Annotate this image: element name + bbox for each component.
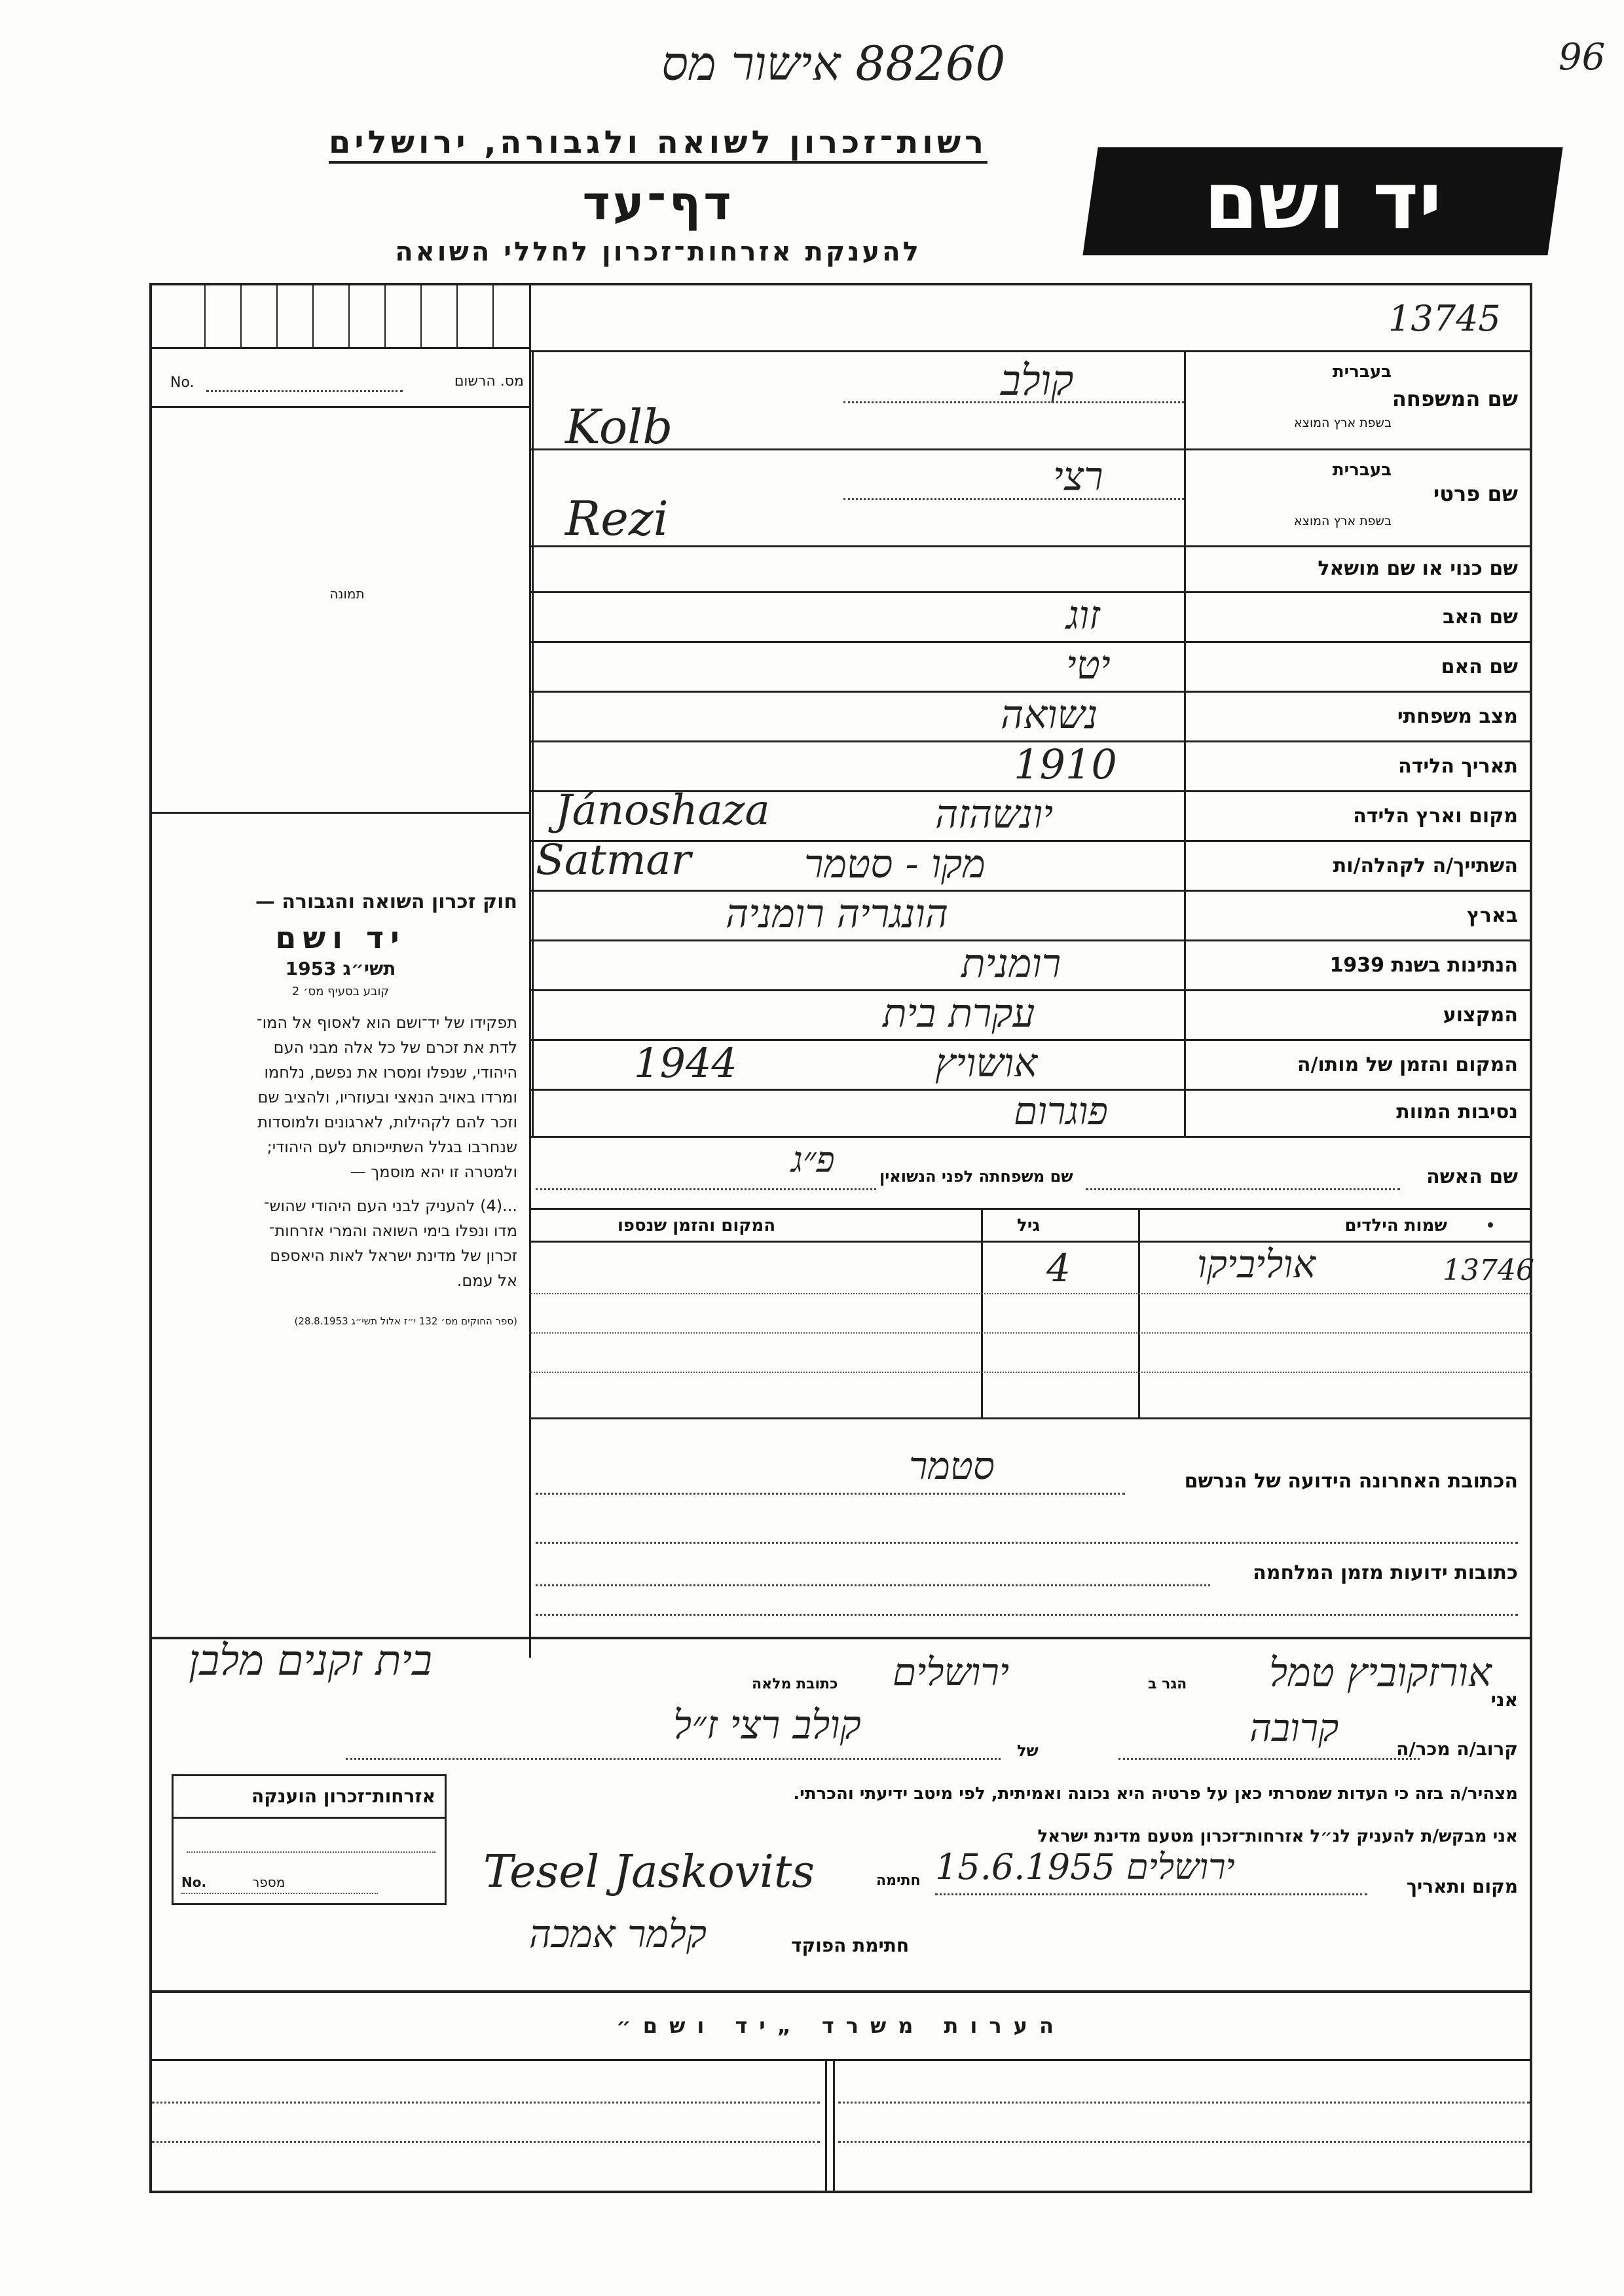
- declaration-statement: מצהיר/ה בזה כי העדות שמסרתי כאן על פרטיה היא נכונה ואמיתית, לפי מיטב ידיעתי והכרתי.: [793, 1784, 1518, 1804]
- law-body-line: ...(4) להעניק לבני העם היהודי שהוש־: [263, 1197, 517, 1215]
- row-nickname: [529, 545, 1532, 591]
- row-death-place-value: אושויץ: [935, 1040, 1038, 1086]
- children-names-header: שמות הילדים: [1344, 1216, 1447, 1235]
- surname-hebrew-value: קולב: [1001, 357, 1074, 405]
- row-birth-place-label: מקום וארץ הלידה: [1353, 805, 1518, 828]
- row-marital-status: [529, 691, 1532, 740]
- declaration-resident-value: ירושלים: [893, 1650, 1010, 1694]
- surname-origin-value: Kolb: [565, 399, 673, 454]
- citizenship-box-title: אזרחות־זכרון הוענקה: [251, 1785, 435, 1807]
- wife-maiden-label: שם משפחתה לפני הנשואין: [879, 1167, 1073, 1186]
- law-name: יד ושם: [275, 920, 406, 955]
- law-body-line: ולמטרה זו יהא מוסמך —: [350, 1163, 517, 1181]
- declaration-of-value: קולב רצי ז״ל: [673, 1702, 861, 1748]
- declaration-resident-label: הגר ב: [1148, 1676, 1187, 1692]
- given-name-label: שם פרטי: [1433, 481, 1518, 506]
- row-nationality-value: רומנית: [961, 941, 1061, 987]
- law-body-line: זכרון של מדינת ישראל לאות היאספם: [270, 1247, 517, 1265]
- law-year: תשי״ג 1953: [285, 958, 396, 979]
- reg-no-label: מס. הרשום: [454, 373, 524, 390]
- row-community-latin: Satmar: [536, 836, 692, 884]
- declaration-of-label: של: [1017, 1741, 1039, 1760]
- reg-no-row: [170, 371, 524, 397]
- row-occupation-label: המקצוע: [1443, 1004, 1518, 1027]
- children-place-header: המקום והזמן שנספו: [618, 1216, 776, 1235]
- row-death-year-value: 1944: [634, 1039, 737, 1087]
- row-mother: [529, 641, 1532, 691]
- office-remarks-title: הערות משרד „יד ושם״: [616, 2013, 1065, 2038]
- law-body-line: תפקידו של יד־ושם הוא לאסוף אל המו־: [256, 1013, 517, 1032]
- signature-label: חתימה: [876, 1872, 921, 1889]
- officer-label: חתימת הפוקד: [791, 1935, 910, 1956]
- children-table: [529, 1208, 1532, 1417]
- wife-label: שם האשה: [1426, 1165, 1518, 1188]
- row-death-circumstances: [529, 1089, 1532, 1136]
- row-nationality: [529, 939, 1532, 989]
- declaration-address-label: כתובת מלאה: [752, 1676, 838, 1692]
- yad-vashem-logo: [1082, 147, 1562, 255]
- declaration-relative-label: קרוב/ה מכר/ה: [1396, 1738, 1518, 1760]
- photo-label: תמונה: [329, 586, 365, 602]
- row-country: [529, 890, 1532, 939]
- officer-value: קלמר אמכה: [529, 1912, 707, 1956]
- row-birth-place: [529, 786, 1532, 840]
- law-body-line: אל עמם.: [456, 1271, 517, 1290]
- child-age-value: 4: [1046, 1246, 1071, 1290]
- war-address-label: כתובות ידועות מזמן המלחמה: [1253, 1561, 1518, 1584]
- row-community-label: השתייך/ה לקהלה/ות: [1333, 854, 1518, 877]
- given-name-hebrew-sublabel: בעברית: [1332, 460, 1392, 480]
- authority-text: רשות־זכרון לשואה ולגבורה, ירושלים: [329, 124, 987, 164]
- law-body-line: ומרדו באויב הנאצי ובעוזריו, ולהציב שם: [257, 1088, 517, 1106]
- law-body-line: היהודי, שנפלו ומסרו את נפשם, נלחמו: [264, 1063, 517, 1082]
- row-death-place: [529, 1039, 1532, 1089]
- row-mother-value: יטי: [1066, 642, 1111, 688]
- page-number: 96: [1559, 36, 1606, 79]
- surname-origin-sublabel: בשפת ארץ המוצא: [1293, 416, 1392, 430]
- law-panel: [164, 890, 517, 1327]
- row-mother-label: שם האם: [1441, 655, 1518, 678]
- given-name-origin-value: Rezi: [565, 491, 669, 546]
- row-birth-place-latin: Jánoshaza: [555, 786, 770, 835]
- row-occupation-value: עקרת בית: [883, 991, 1035, 1036]
- child-id-value: 13746: [1443, 1254, 1534, 1287]
- surname-block: [529, 350, 1532, 454]
- law-title: חוק זכרון השואה והגבורה —: [255, 890, 517, 913]
- citizenship-box-number-label: מספר: [252, 1874, 286, 1890]
- approval-note: 88260 אישור מס: [661, 36, 1006, 91]
- wife-row: [529, 1136, 1532, 1201]
- row-father: [529, 591, 1532, 641]
- given-name-block: [529, 448, 1532, 545]
- row-birth-date: [529, 740, 1532, 790]
- given-name-origin-sublabel: בשפת ארץ המוצא: [1293, 514, 1392, 528]
- row-death-place-label: המקום והזמן של מותו/ה: [1297, 1053, 1518, 1076]
- row-marital-status-value: נשואה: [1001, 692, 1098, 738]
- row-community-value: מקו - סטמר: [804, 841, 986, 887]
- record-number: 13745: [1388, 298, 1501, 339]
- given-name-hebrew-value: רצי: [1053, 454, 1103, 500]
- form-title: דף־עד: [582, 175, 734, 230]
- law-body-line: שנחרבו בגלל השתייכותם לעם היהודי;: [267, 1138, 517, 1156]
- citizenship-box-number-prefix: No.: [181, 1874, 207, 1890]
- place-date-value: ירושלים 15.6.1955: [935, 1846, 1235, 1887]
- declaration-i-value: אורזקוביץ טמל: [1269, 1650, 1492, 1696]
- row-occupation: [529, 989, 1532, 1039]
- declaration-request: אני מבקש/ת להעניק לנ״ל אזרחות־זכרון מטעם מדינת ישראל: [1037, 1827, 1518, 1846]
- row-father-label: שם האב: [1443, 606, 1518, 629]
- row-community: [529, 836, 1532, 890]
- row-marital-status-label: מצב משפחתי: [1397, 705, 1518, 728]
- row-nationality-label: הנתינות בשנת 1939: [1329, 954, 1518, 977]
- row-country-value: הונגריה רומניה: [726, 891, 949, 937]
- logo-text: יד ושם: [1204, 156, 1442, 247]
- row-death-circumstances-label: נסיבות המוות: [1396, 1101, 1518, 1123]
- children-age-header: גיל: [1017, 1216, 1041, 1235]
- form-subtitle: להענקת אזרחות־זכרון לחללי השואה: [395, 237, 921, 267]
- law-body-line: וזכר להם לקהילות, לארגונים ולמוסדות: [257, 1113, 517, 1131]
- law-footnote: (ספר החוקים מס׳ 132 י״ז אלול תשי״ג 28.8.1953): [294, 1315, 517, 1327]
- row-country-label: בארץ: [1466, 904, 1518, 927]
- law-body: [164, 1010, 517, 1293]
- wife-maiden-value: פ״ג: [791, 1139, 835, 1180]
- declaration-relative-value: קרובה: [1249, 1705, 1339, 1750]
- address-block: [529, 1417, 1532, 1633]
- child-name-value: אוליביקו: [1197, 1242, 1316, 1286]
- surname-label: שם המשפחה: [1392, 386, 1518, 411]
- law-body-line: לדת את זכרם של כל אלה מבני העם: [273, 1038, 517, 1057]
- law-clause: קובע בסעיף מס׳ 2: [291, 985, 390, 998]
- last-address-value: סטמר: [909, 1444, 995, 1488]
- last-address-label: הכתובת האחרונה הידועה של הנרשם: [1184, 1470, 1518, 1493]
- row-birth-date-label: תאריך הלידה: [1398, 755, 1518, 778]
- row-birth-place-value: יונשהזה: [935, 792, 1054, 837]
- reg-no-prefix: No.: [170, 374, 194, 391]
- row-death-circumstances-value: פוגרום: [1014, 1089, 1108, 1133]
- law-body-line: מדו ונפלו בימי השואה והמרי אזרחות־: [268, 1222, 517, 1240]
- authority-line: [288, 124, 1028, 161]
- citizenship-granted-box: [172, 1774, 447, 1905]
- ruler-strip: [152, 285, 529, 347]
- signature-value: Tesel Jaskovits: [483, 1846, 815, 1898]
- place-date-label: מקום ותאריך: [1406, 1876, 1518, 1897]
- declaration-address-value: בית זקנים מלבן: [189, 1637, 432, 1685]
- declaration-i-label: אני: [1490, 1689, 1518, 1711]
- surname-hebrew-sublabel: בעברית: [1332, 362, 1392, 382]
- row-father-value: זוג: [1066, 592, 1100, 638]
- row-birth-date-value: 1910: [1014, 740, 1117, 788]
- row-nickname-label: שם כנוי או שם מושאל: [1318, 557, 1518, 580]
